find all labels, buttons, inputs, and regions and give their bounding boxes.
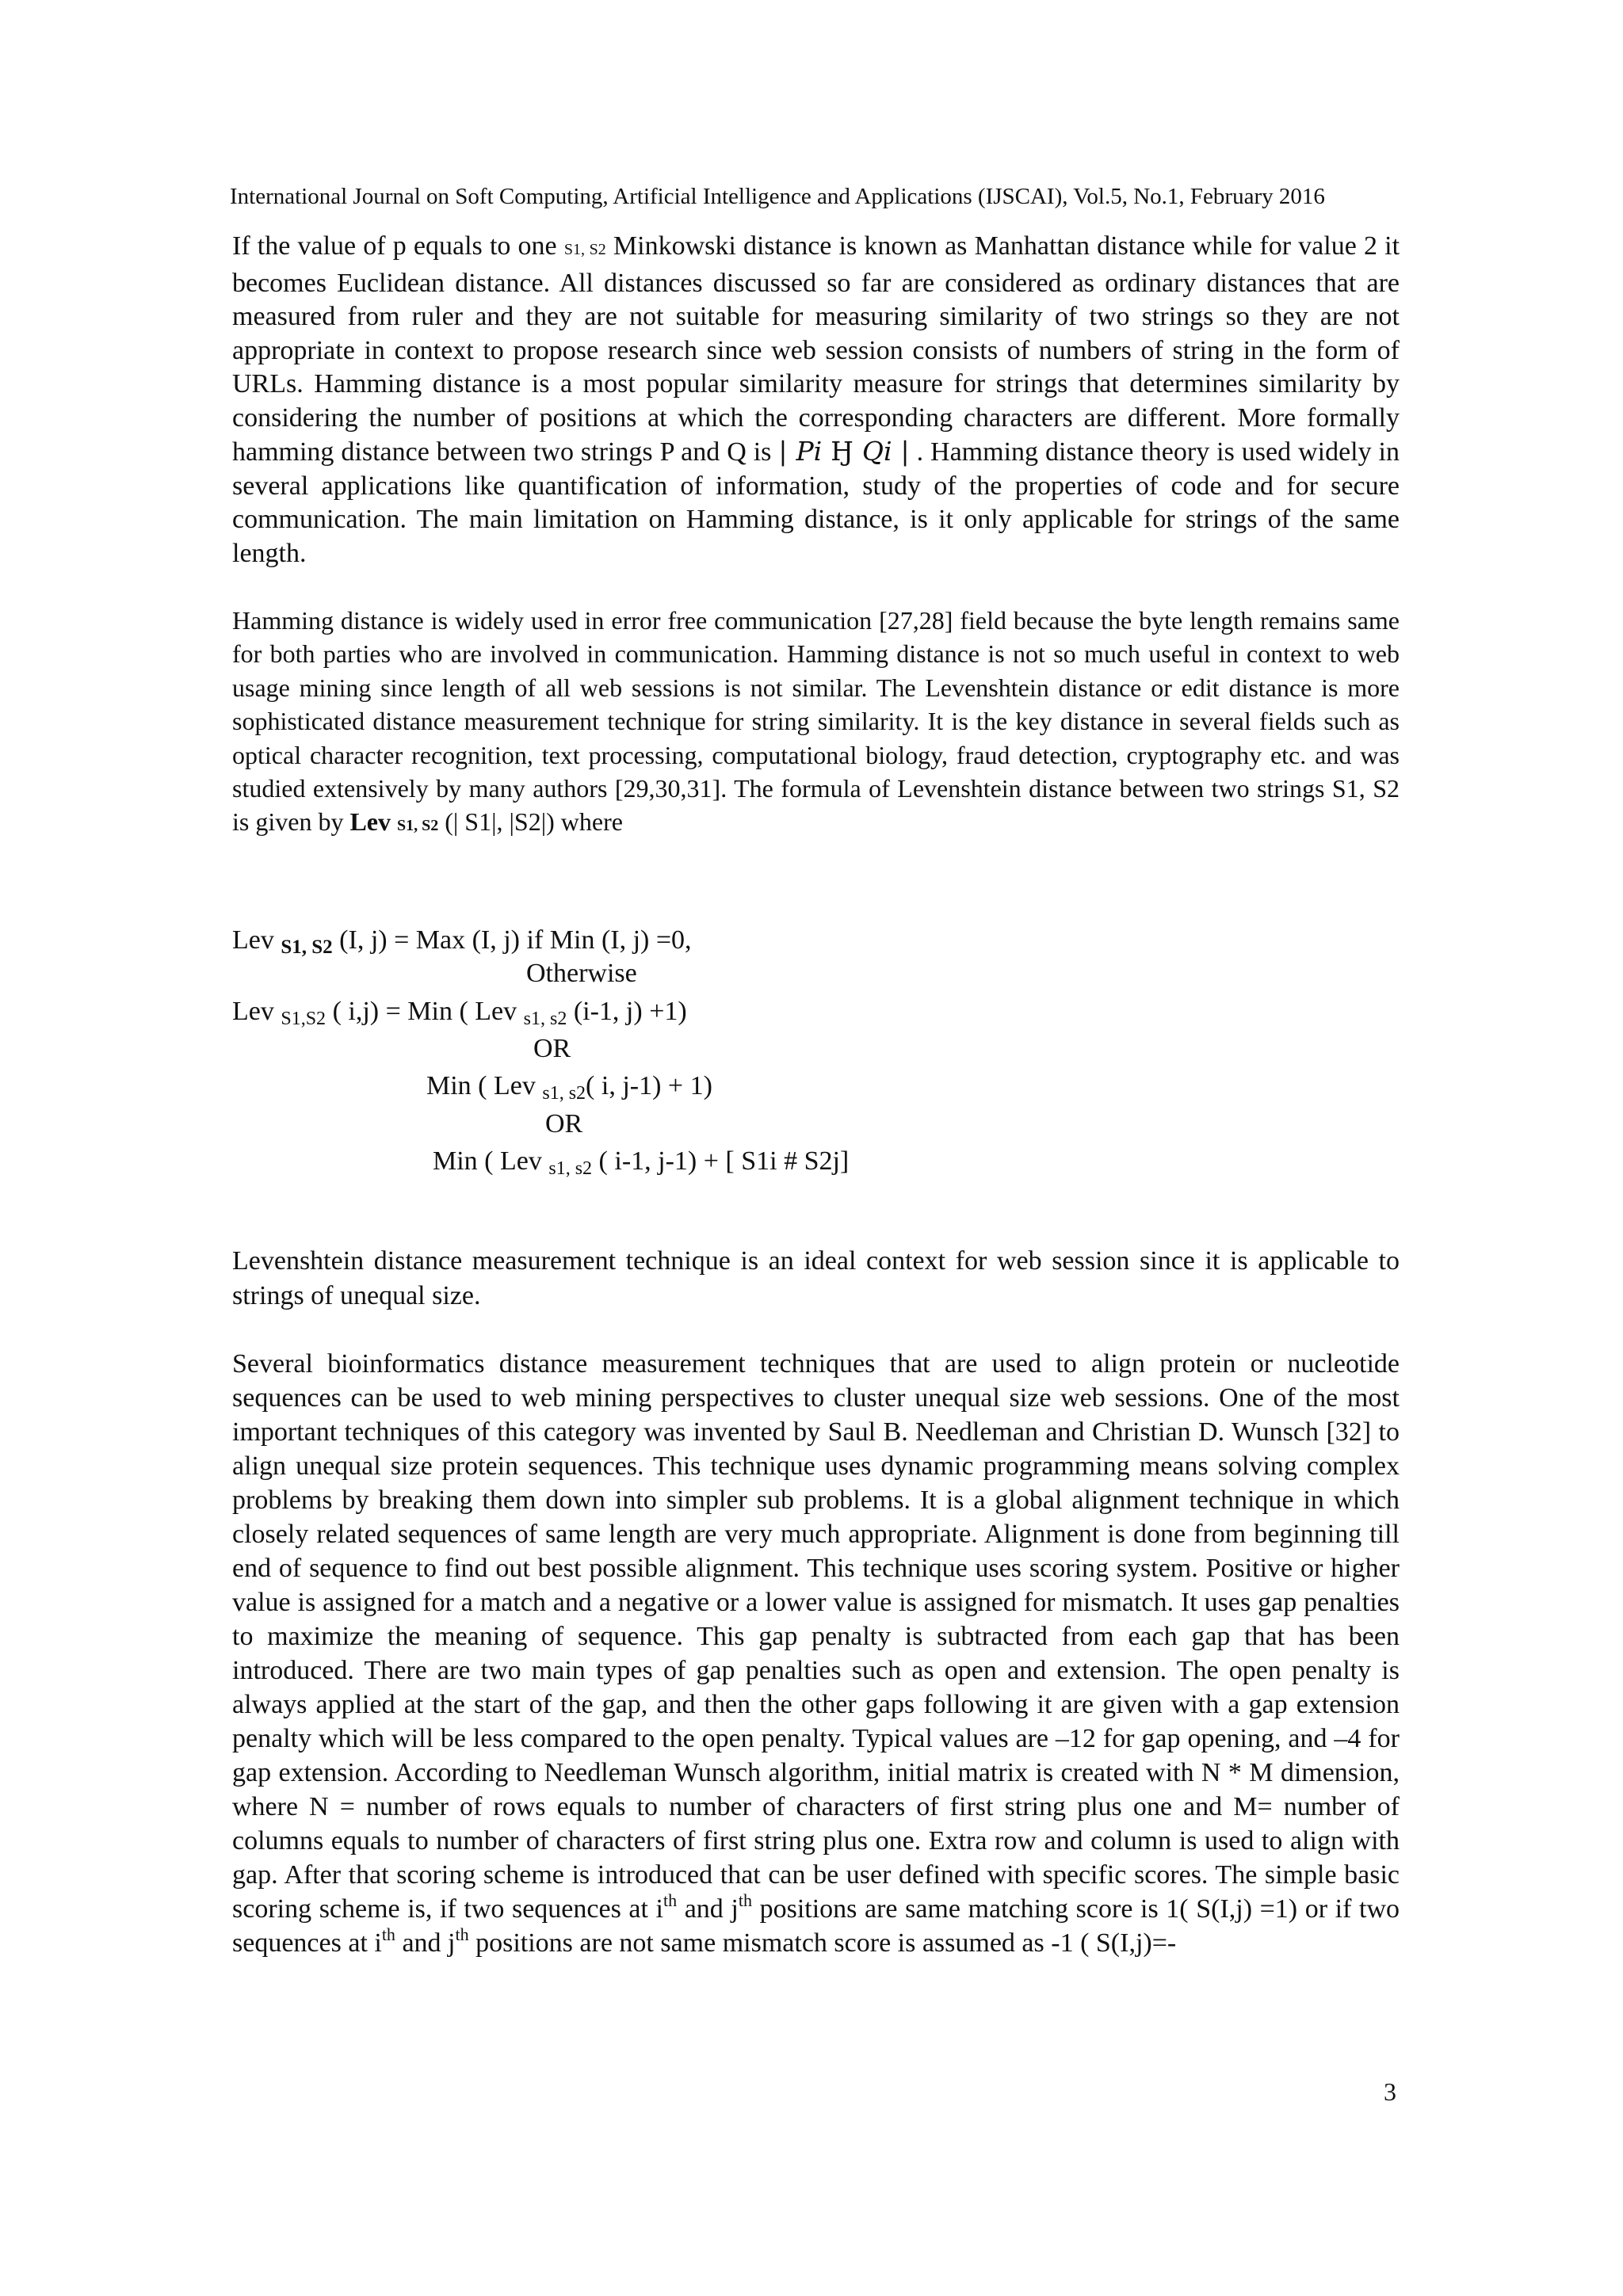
formula-sub-7: s1, s2 [548,1158,593,1179]
math-operator: Ӈ [831,436,854,467]
p4-text-5: positions are not same mismatch score is assumed as -1 ( S(I,j)=- [475,1928,1177,1958]
running-header: International Journal on Soft Computing, Artificial Intelligence and Applications (IJSCAI), Vol.5, No.1, February 2016 [230,184,1325,209]
p4-sup-4: th [455,1924,469,1944]
formula-line-or-1: OR [533,1034,571,1063]
page-number: 3 [1384,2077,1396,2106]
formula-line-1 [232,925,692,959]
paragraph-distance-measures [232,230,1400,570]
p2-lev: Lev [349,807,391,837]
formula-sub-3b: s1, s2 [523,1009,567,1029]
formula-sub-3: S1,S2 [281,1009,327,1029]
p1-subscript: S1, S2 [563,241,606,258]
formula-text-7: ( i-1, j-1) + [ S1i # S2j] [598,1146,850,1176]
paragraph-levenshtein-intro [232,604,1400,843]
formula-min-5: Min ( Lev [426,1071,536,1100]
formula-line-7 [433,1146,849,1180]
formula-min-7: Min ( Lev [433,1146,542,1176]
p4-text-4: and j [402,1928,456,1958]
p4-text-2: and j [684,1894,739,1924]
p4-sup-1: th [663,1890,678,1910]
p4-text-3: positions are same matching score is 1( S(I,j) =1) or if two sequences at i [232,1894,1400,1958]
paragraph-levenshtein-ideal: Levenshtein distance measurement technique is an ideal context for web session since it is applicable to strings of unequal size. [232,1246,1400,1310]
formula-line-3 [232,997,687,1030]
p1-text-2: Minkowski distance is known as Manhattan distance while for value 2 it becomes Euclidean distance. All distances discussed so far are considered as ordinary distances that are measured from ruler and they are not suitable for measuring similarity of two strings so they are not appropriate in context to propose research since web session consists of numbers of string in the form of URLs. Hamming distance is a most popular similarity measure for strings that determines similarity by considering the number of positions at which the corresponding characters are different. More formally hamming distance between two strings P and Q is [232,231,1400,467]
formula-text-1: (I, j) = Max (I, j) if Min (I, j) =0, [339,925,692,955]
p4-text-1: Several bioinformatics distance measurement techniques that are used to align protein or nucleotide sequences can be used to web mining perspectives to cluster unequal size web sessions. One of the most important techniques of this category was invented by Saul B. Needleman and Christian D. Wunsch [32] to align unequal size protein sequences. This technique uses dynamic programming means solving complex problems by breaking them down into simpler sub problems. It is a global alignment technique in which closely related sequences of same length are very much appropriate. Alignment is done from beginning till end of sequence to find out best possible alignment. This technique uses scoring system. Positive or higher value is assigned for a match and a negative or a lower value is assigned for mismatch. It uses gap penalties to maximize the meaning of sequence. This gap penalty is subtracted from each gap that has been introduced. There are two main types of gap penalties such as open and extension. The open penalty is always applied at the start of the gap, and then the other gaps following it are given with a gap extension penalty which will be less compared to the open penalty. Typical values are –12 for gap opening, and –4 for gap extension. According to Needleman Wunsch algorithm, initial matrix is created with N * M dimension, where N = number of rows equals to number of characters of first string plus one and M= number of columns equals to number of characters of first string plus one. Extra row and column is used to align with gap. After that scoring scheme is introduced that can be user defined with specific scores. The simple basic scoring scheme is, if two sequences at i [232,1349,1400,1924]
formula-lev-1: Lev [232,925,274,955]
p4-sup-2: th [738,1890,752,1910]
formula-sub-1: S1, S2 [281,936,333,958]
formula-line-otherwise: Otherwise [526,959,637,988]
p4-sup-3: th [381,1924,395,1944]
math-bar-left: | [778,436,788,467]
p1-text-1: If the value of p equals to one [232,231,557,261]
formula-sub-5: s1, s2 [542,1083,586,1104]
formula-text-3c: (i-1, j) +1) [573,997,687,1026]
formula-line-5 [426,1071,712,1104]
formula-text-3: ( i,j) = Min ( Lev [332,997,517,1026]
p2-text-2: (| S1|, |S2|) where [445,807,623,837]
formula-text-5: ( i, j-1) + 1) [586,1071,712,1100]
hamming-formula [778,436,909,467]
formula-line-or-2: OR [545,1109,583,1138]
math-pi: Pi [796,436,823,467]
formula-lev-3: Lev [232,997,274,1026]
math-qi: Qi [861,436,892,467]
p1-text-3: . Hamming distance theory is used widely in several applications like quantification of information, study of the properties of code and for secure communication. The main limitation on Hamming distance, is it only applicable for strings of the same length. [232,437,1400,568]
p2-text-1: Hamming distance is widely used in error free communication [27,28] field because the byte length remains same for both parties who are involved in communication. Hamming distance is not so much useful in context to web usage mining since length of all web sessions is not similar. The Levenshtein distance or edit distance is more sophisticated distance measurement technique for string similarity. It is the key distance in several fields such as optical character recognition, text processing, computational biology, fraud detection, cryptography etc. and was studied extensively by many authors [29,30,31]. The formula of Levenshtein distance between two strings S1, S2 is given by [232,606,1400,837]
paragraph-needleman-wunsch [232,1347,1400,1960]
p2-lev-subscript: S1, S2 [396,817,439,835]
math-bar-right: | [900,436,910,467]
